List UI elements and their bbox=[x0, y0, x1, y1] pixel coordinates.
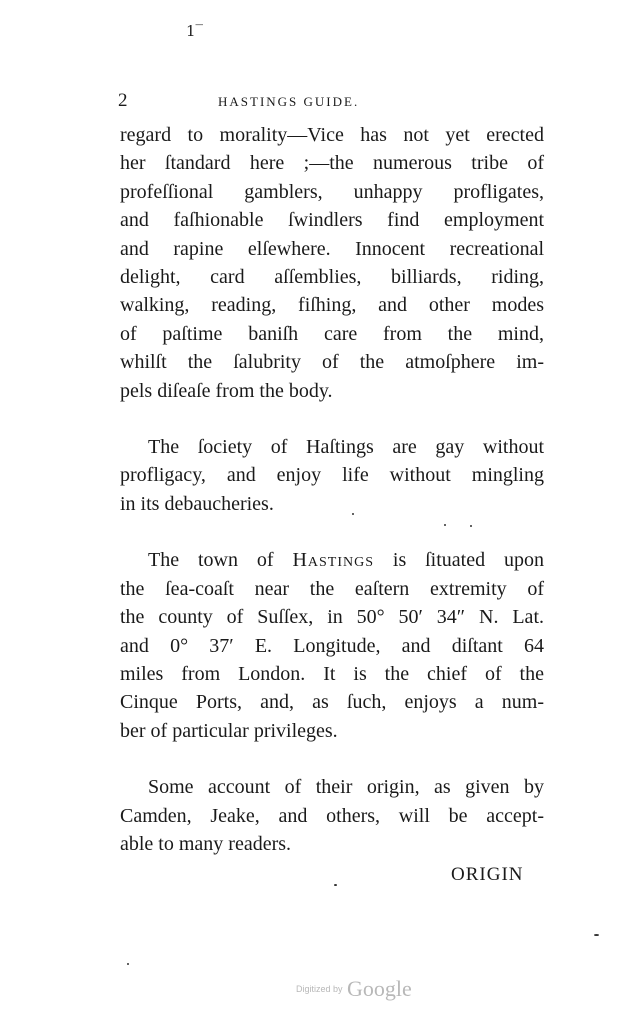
scan-speck bbox=[444, 524, 446, 526]
running-head: HASTINGS GUIDE. bbox=[218, 94, 360, 109]
text-line: walking, reading, fiſhing, and other modes bbox=[120, 294, 544, 317]
text-line: Some account of their origin, as given by bbox=[148, 776, 544, 799]
page-header bbox=[118, 92, 543, 114]
text-line: miles from London. It is the chief of the bbox=[120, 662, 544, 685]
text-line: pels diſeaſe from the body. bbox=[120, 379, 333, 402]
text-line: and faſhionable ſwindlers find employment bbox=[120, 209, 544, 232]
paragraph-1 bbox=[120, 121, 544, 405]
text-fragment: The town of bbox=[148, 549, 293, 572]
text-line: profeſſional gamblers, unhappy profligates, bbox=[120, 180, 544, 203]
text-line: ber of particular privileges. bbox=[120, 719, 338, 742]
scan-speck bbox=[334, 884, 337, 886]
scan-speck bbox=[470, 525, 472, 527]
text-line: of paſtime baniſh care from the mind, bbox=[120, 322, 544, 345]
town-name: Hastings bbox=[292, 549, 374, 572]
text-line: the ſea-coaſt near the eaſtern extremity of bbox=[120, 577, 544, 600]
scan-speck bbox=[127, 963, 129, 965]
text-line bbox=[120, 546, 544, 574]
paragraph-2 bbox=[120, 433, 544, 518]
catchword: ORIGIN bbox=[451, 864, 524, 885]
text-line: The ſociety of Haſtings are gay without bbox=[148, 436, 544, 459]
digitized-watermark bbox=[296, 976, 412, 1002]
text-line: able to many readers. bbox=[120, 832, 292, 855]
text-line: Camden, Jeake, and others, will be accept- bbox=[120, 804, 544, 827]
scan-speck bbox=[594, 934, 599, 936]
body-text bbox=[120, 121, 544, 886]
text-line: and 0° 37′ E. Longitude, and diſtant 64 bbox=[120, 634, 544, 657]
top-mark: 1‾ bbox=[186, 22, 204, 40]
text-line: the county of Suſſex, in 50° 50′ 34″ N. Lat. bbox=[120, 606, 544, 629]
text-fragment: is ſituated upon bbox=[374, 549, 544, 572]
google-logo: Google bbox=[346, 976, 412, 1001]
scan-speck bbox=[352, 513, 354, 515]
text-line: her ſtandard here ;—the numerous tribe of bbox=[120, 152, 544, 175]
text-line: profligacy, and enjoy life without mingling bbox=[120, 464, 544, 487]
paragraph-3 bbox=[120, 546, 544, 745]
text-line: delight, card aſſemblies, billiards, riding, bbox=[120, 266, 544, 289]
text-line: Cinque Ports, and, as ſuch, enjoys a num- bbox=[120, 691, 544, 714]
text-line: in its debaucheries. bbox=[120, 492, 274, 515]
text-line: whilſt the ſalubrity of the atmoſphere im- bbox=[120, 351, 544, 374]
page-number: 2 bbox=[118, 90, 128, 111]
watermark-text: Digitized by bbox=[296, 984, 343, 994]
text-line: and rapine elſewhere. Innocent recreational bbox=[120, 237, 544, 260]
text-line: regard to morality—Vice has not yet erected bbox=[120, 124, 544, 146]
paragraph-4 bbox=[120, 773, 544, 858]
